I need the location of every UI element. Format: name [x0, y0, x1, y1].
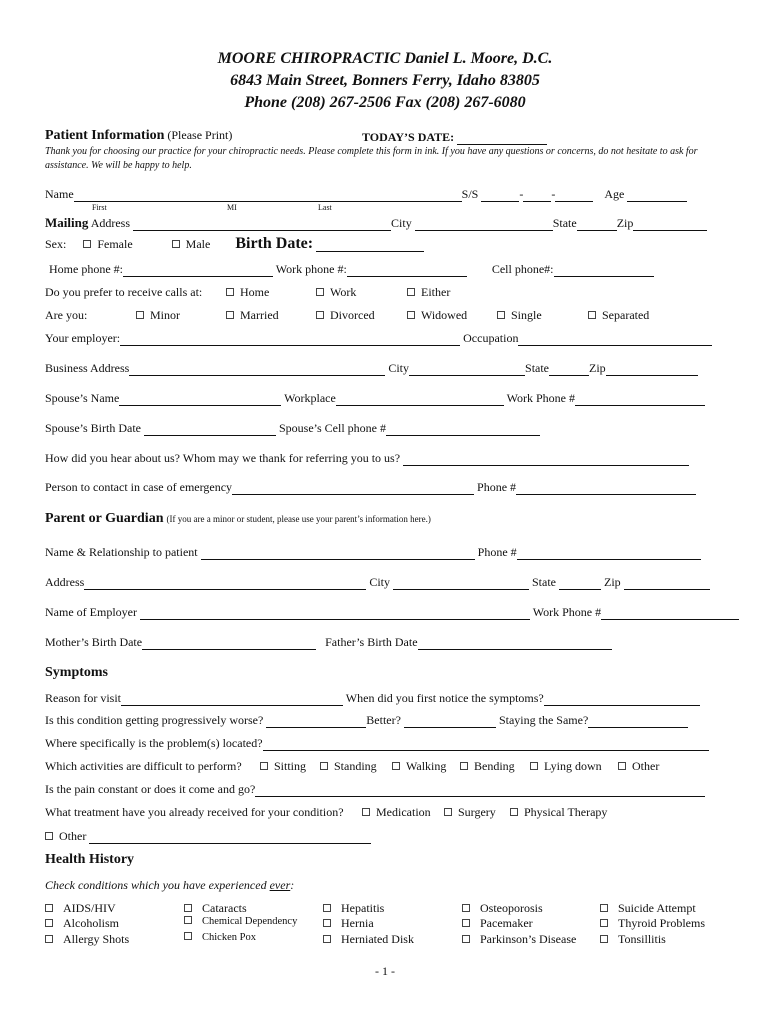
checkbox-icon[interactable] [184, 932, 192, 940]
activity-other-option[interactable] [618, 759, 659, 774]
name-input[interactable] [74, 189, 462, 202]
age-input[interactable] [627, 189, 687, 202]
option-label: Lying down [544, 759, 602, 773]
health-condition-option[interactable] [600, 901, 696, 916]
constant-label: Is the pain constant or does it come and go? [45, 782, 256, 796]
emergency-label: Person to contact in case of emergency [45, 480, 233, 494]
father-birth-input[interactable] [418, 637, 612, 650]
condition-label: Alcoholism [63, 916, 119, 930]
spouse-work-phone-label: Work Phone # [506, 391, 575, 405]
business-state-label: State [525, 361, 550, 375]
occupation-label: Occupation [463, 331, 519, 345]
guardian-employer-row [45, 605, 739, 620]
marital-status-label: Are you: [45, 308, 88, 322]
employer-row [45, 331, 712, 346]
first-notice-label: When did you first notice the symptoms? [345, 691, 544, 705]
checkbox-icon[interactable] [45, 904, 53, 912]
call-preference-label: Do you prefer to receive calls at: [45, 285, 203, 299]
option-label: Minor [150, 308, 180, 322]
guardian-name-row [45, 545, 701, 560]
page-number: - 1 - [375, 964, 395, 978]
cell-phone-label: Cell phone#: [491, 262, 554, 276]
phones-row [49, 262, 654, 277]
employer-label: Your employer: [45, 331, 121, 345]
treatment-medication-option[interactable] [362, 805, 431, 820]
age-label: Age [604, 187, 625, 201]
condition-label: Hepatitis [341, 901, 385, 915]
mother-birth-label: Mother’s Birth Date [45, 635, 143, 649]
condition-label: Herniated Disk [341, 932, 414, 946]
status-married-option[interactable] [226, 308, 279, 323]
option-label: Surgery [458, 805, 496, 819]
condition-label: Tonsillitis [618, 932, 666, 946]
condition-label: Suicide Attempt [618, 901, 696, 915]
city-input[interactable] [415, 218, 553, 231]
mi-sublabel: MI [227, 203, 237, 212]
last-sublabel: Last [318, 203, 332, 212]
activities-label: Which activities are difficult to perform? [45, 759, 242, 773]
referral-row [45, 451, 689, 466]
health-condition-option[interactable] [45, 932, 129, 947]
guardian-address-input[interactable] [84, 577, 366, 590]
zip-input[interactable] [633, 218, 707, 231]
practice-address: 6843 Main Street, Bonners Ferry, Idaho 83805 [230, 72, 540, 89]
status-single-option[interactable] [497, 308, 542, 323]
instruction-emphasis: ever [269, 878, 291, 892]
guardian-city-input[interactable] [393, 577, 529, 590]
option-label: Other [632, 759, 660, 773]
checkbox-icon[interactable] [323, 935, 331, 943]
option-label: Medication [376, 805, 431, 819]
female-option[interactable] [83, 237, 132, 251]
spouse-name-input[interactable] [119, 393, 281, 406]
checkbox-icon[interactable] [172, 240, 180, 248]
call-either-option[interactable] [407, 285, 450, 300]
state-input[interactable] [577, 218, 617, 231]
sex-row: Sex: Female Male Birth Date: [45, 235, 424, 253]
health-condition-option[interactable] [600, 916, 705, 931]
checkbox-icon[interactable] [45, 832, 53, 840]
health-condition-option[interactable] [323, 916, 374, 931]
workplace-label: Workplace [284, 391, 336, 405]
work-phone-input[interactable] [347, 264, 467, 277]
checkbox-icon[interactable] [600, 935, 608, 943]
spouse-name-label: Spouse’s Name [45, 391, 120, 405]
better-label: Better? [366, 713, 401, 727]
male-label: Male [185, 237, 211, 251]
checkbox-icon[interactable] [362, 808, 370, 816]
checkbox-icon[interactable] [407, 311, 415, 319]
option-label: Married [240, 308, 279, 322]
checkbox-icon[interactable] [260, 762, 268, 770]
option-label: Standing [334, 759, 377, 773]
checkbox-icon[interactable] [407, 288, 415, 296]
todays-date-field [362, 130, 547, 145]
option-label: Either [421, 285, 451, 299]
spouse-birth-input[interactable] [144, 423, 276, 436]
option-label: Sitting [274, 759, 307, 773]
checkbox-icon[interactable] [618, 762, 626, 770]
treatment-surgery-option[interactable] [444, 805, 496, 820]
checkbox-icon[interactable] [588, 311, 596, 319]
location-input[interactable] [263, 738, 709, 751]
health-condition-option[interactable] [45, 916, 119, 931]
guardian-address-row [45, 575, 710, 590]
condition-label: Chicken Pox [202, 932, 256, 943]
mailing-row [45, 215, 707, 231]
home-phone-input[interactable] [123, 264, 273, 277]
business-address-row [45, 361, 698, 376]
checkbox-icon[interactable] [462, 935, 470, 943]
mailing-address-input[interactable] [133, 218, 391, 231]
condition-label: Thyroid Problems [618, 916, 705, 930]
checkbox-icon[interactable] [444, 808, 452, 816]
health-condition-option[interactable] [600, 932, 666, 947]
option-label: Physical Therapy [524, 805, 608, 819]
section-note: (Please Print) [167, 128, 233, 142]
health-condition-option[interactable] [184, 916, 297, 927]
guardian-address-label: Address [45, 575, 85, 589]
health-condition-option[interactable] [184, 901, 247, 916]
guardian-employer-label: Name of Employer [45, 605, 137, 619]
same-input[interactable] [588, 715, 688, 728]
spouse-work-phone-input[interactable] [575, 393, 705, 406]
spouse-birth-row [45, 421, 540, 436]
business-city-label: City [388, 361, 410, 375]
spouse-row [45, 391, 705, 406]
option-label: Walking [406, 759, 447, 773]
checkbox-icon[interactable] [497, 311, 505, 319]
reason-input[interactable] [121, 693, 343, 706]
call-work-option[interactable] [316, 285, 356, 300]
health-condition-option[interactable] [462, 932, 576, 947]
name-row: Name S/S - - Age [45, 187, 687, 202]
emergency-row [45, 480, 696, 495]
checkbox-icon[interactable] [184, 916, 192, 924]
activity-standing-option[interactable] [320, 759, 377, 774]
health-history-heading: Health History [45, 852, 135, 867]
section-note: (If you are a minor or student, please use your parent’s information here.) [166, 514, 431, 524]
practice-phone: Phone (208) 267-2506 Fax (208) 267-6080 [244, 94, 526, 111]
condition-label: Parkinson’s Disease [480, 932, 577, 946]
condition-label: Pacemaker [480, 916, 533, 930]
location-row [45, 736, 709, 751]
zip-label: Zip [616, 216, 634, 230]
health-condition-option[interactable] [45, 901, 116, 916]
option-label: Divorced [330, 308, 375, 322]
birth-date-input[interactable] [316, 239, 424, 252]
ss-part1-input[interactable] [481, 189, 519, 202]
business-address-input[interactable] [129, 363, 385, 376]
ss-part2-input[interactable] [523, 189, 551, 202]
checkbox-icon[interactable] [530, 762, 538, 770]
status-minor-option[interactable] [136, 308, 180, 323]
option-label: Single [511, 308, 542, 322]
treatment-other-row[interactable] [45, 829, 371, 844]
business-city-input[interactable] [409, 363, 525, 376]
option-label: Widowed [421, 308, 468, 322]
female-label: Female [97, 237, 133, 251]
home-phone-label: Home phone #: [49, 262, 123, 276]
cell-phone-input[interactable] [554, 264, 654, 277]
health-condition-option[interactable] [462, 916, 533, 931]
checkbox-icon[interactable] [45, 935, 53, 943]
section-title: Parent or Guardian [45, 511, 164, 526]
checkbox-icon[interactable] [320, 762, 328, 770]
male-option[interactable] [172, 237, 211, 251]
better-input[interactable] [404, 715, 496, 728]
checkbox-icon[interactable] [226, 311, 234, 319]
health-condition-option[interactable] [462, 901, 543, 916]
state-label: State [552, 216, 577, 230]
health-condition-option[interactable] [323, 901, 384, 916]
other-label: Other [59, 829, 87, 843]
emergency-phone-input[interactable] [516, 482, 696, 495]
condition-label: Allergy Shots [63, 932, 130, 946]
checkbox-icon[interactable] [316, 288, 324, 296]
condition-label: Hernia [341, 916, 374, 930]
first-sublabel: First [92, 203, 107, 212]
treatment-other-input[interactable] [89, 831, 371, 844]
referral-label: How did you hear about us? Whom may we thank for referring you to us? [45, 451, 401, 465]
activity-lying-option[interactable] [530, 759, 602, 774]
guardian-name-input[interactable] [201, 547, 475, 560]
workplace-input[interactable] [336, 393, 504, 406]
emergency-phone-label: Phone # [477, 480, 517, 494]
business-zip-label: Zip [589, 361, 606, 375]
patient-info-heading [45, 128, 232, 144]
checkbox-icon[interactable] [600, 919, 608, 927]
activity-walking-option[interactable] [392, 759, 446, 774]
location-label: Where specifically is the problem(s) located? [45, 736, 263, 750]
checkbox-icon[interactable] [45, 919, 53, 927]
guardian-work-phone-label: Work Phone # [532, 605, 602, 619]
birth-date-label: Birth Date [235, 235, 308, 252]
spouse-birth-label: Spouse’s Birth Date [45, 421, 141, 435]
guardian-state-input[interactable] [559, 577, 601, 590]
worse-input[interactable] [266, 715, 366, 728]
activity-sitting-option[interactable] [260, 759, 306, 774]
checkbox-icon[interactable] [226, 288, 234, 296]
status-widowed-option[interactable] [407, 308, 467, 323]
checkbox-icon[interactable] [462, 904, 470, 912]
thank-you-note: Thank you for choosing our practice for your chiropractic needs. Please complete this form in ink. If you have any questions or concerns, do not hesitate to ask for assistance. We will be happy to help. [45, 146, 698, 171]
parents-birth-row [45, 635, 612, 650]
option-label: Work [330, 285, 357, 299]
guardian-zip-input[interactable] [624, 577, 710, 590]
emergency-contact-input[interactable] [232, 482, 474, 495]
checkbox-icon[interactable] [392, 762, 400, 770]
guardian-zip-label: Zip [604, 575, 621, 589]
guardian-employer-input[interactable] [140, 607, 530, 620]
reason-label: Reason for visit [45, 691, 121, 705]
guardian-city-label: City [369, 575, 390, 589]
mother-birth-input[interactable] [142, 637, 316, 650]
father-birth-label: Father’s Birth Date [325, 635, 418, 649]
employer-input[interactable] [120, 333, 460, 346]
constant-row [45, 782, 705, 797]
instruction-colon: : [290, 878, 295, 892]
todays-date-label: TODAY’S DATE: [362, 130, 455, 144]
checkbox-icon[interactable] [323, 904, 331, 912]
todays-date-input[interactable] [457, 132, 547, 145]
work-phone-label: Work phone #: [275, 262, 347, 276]
progress-label: Is this condition getting progressively worse? [45, 713, 264, 727]
guardian-name-label: Name & Relationship to patient [45, 545, 198, 559]
condition-label: Chemical Dependency [202, 916, 298, 927]
condition-label: AIDS/HIV [63, 901, 116, 915]
guardian-phone-input[interactable] [517, 547, 701, 560]
health-condition-option[interactable] [323, 932, 414, 947]
checkbox-icon[interactable] [83, 240, 91, 248]
status-divorced-option[interactable] [316, 308, 375, 323]
checkbox-icon[interactable] [600, 904, 608, 912]
sex-label: Sex: [45, 237, 67, 251]
practice-name: MOORE CHIROPRACTIC Daniel L. Moore, D.C. [217, 50, 553, 67]
occupation-input[interactable] [518, 333, 712, 346]
symptoms-heading: Symptoms [45, 665, 109, 680]
option-label: Bending [474, 759, 515, 773]
first-notice-input[interactable] [544, 693, 700, 706]
activity-bending-option[interactable] [460, 759, 515, 774]
mailing-label: Mailing [45, 215, 89, 230]
condition-label: Cataracts [202, 901, 247, 915]
address-label: Address [90, 216, 131, 230]
health-condition-option[interactable] [184, 932, 256, 943]
checkbox-icon[interactable] [136, 311, 144, 319]
name-label: Name [45, 187, 74, 201]
treatment-pt-option[interactable] [510, 805, 607, 820]
business-zip-input[interactable] [606, 363, 698, 376]
checkbox-icon[interactable] [184, 904, 192, 912]
guardian-work-phone-input[interactable] [601, 607, 739, 620]
checkbox-icon[interactable] [323, 919, 331, 927]
health-history-instruction [45, 878, 294, 893]
guardian-heading [45, 511, 431, 527]
checkbox-icon[interactable] [316, 311, 324, 319]
spouse-cell-input[interactable] [386, 423, 540, 436]
option-label: Separated [602, 308, 650, 322]
instruction-text: Check conditions which you have experienced [45, 878, 270, 892]
business-state-input[interactable] [549, 363, 589, 376]
progress-row [45, 713, 688, 728]
condition-label: Osteoporosis [480, 901, 543, 915]
option-label: Home [240, 285, 270, 299]
status-separated-option[interactable] [588, 308, 649, 323]
constant-input[interactable] [255, 784, 705, 797]
treatment-label: What treatment have you already received for your condition? [45, 805, 344, 819]
business-address-label: Business Address [45, 361, 130, 375]
call-home-option[interactable] [226, 285, 269, 300]
referral-input[interactable] [403, 453, 689, 466]
same-label: Staying the Same? [498, 713, 589, 727]
section-title: Patient Information [45, 128, 165, 143]
ss-label: S/S [461, 187, 479, 201]
guardian-phone-label: Phone # [477, 545, 517, 559]
city-label: City [391, 216, 412, 230]
spouse-cell-label: Spouse’s Cell phone # [279, 421, 386, 435]
reason-row [45, 691, 700, 706]
checkbox-icon[interactable] [460, 762, 468, 770]
ss-part3-input[interactable] [555, 189, 593, 202]
guardian-state-label: State [532, 575, 556, 589]
checkbox-icon[interactable] [462, 919, 470, 927]
checkbox-icon[interactable] [510, 808, 518, 816]
